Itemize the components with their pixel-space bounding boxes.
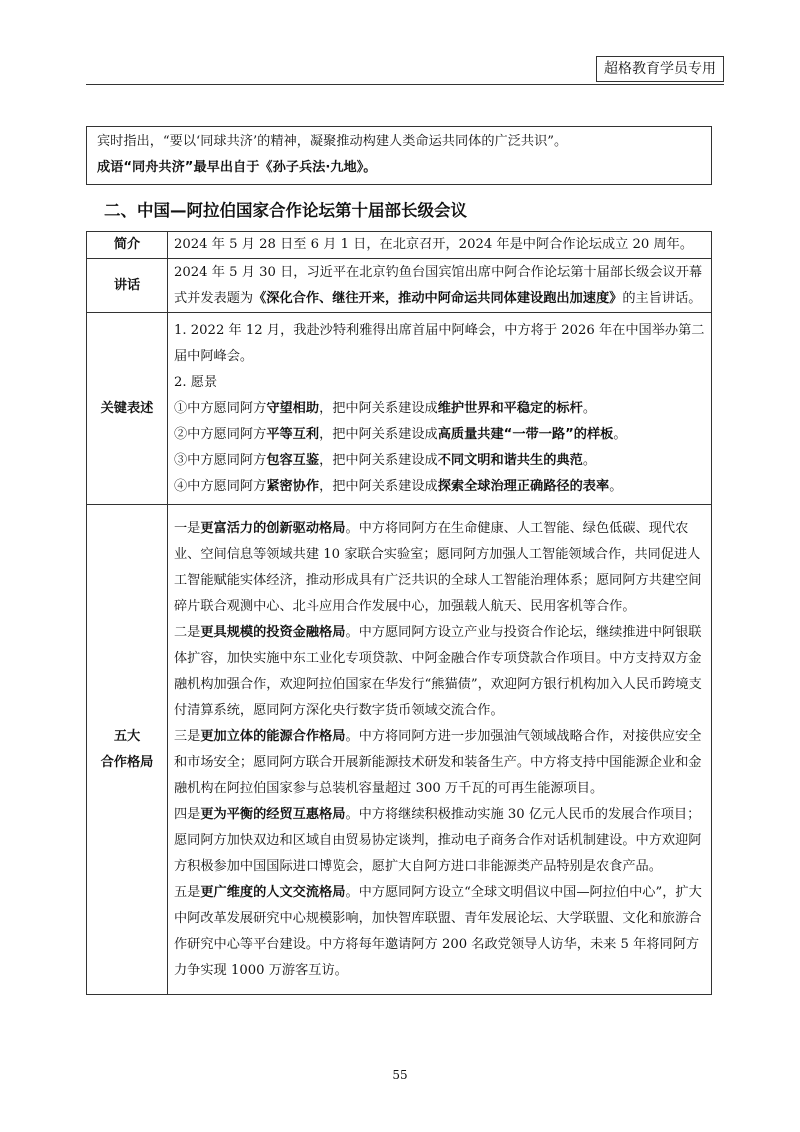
section-title: 二、中国—阿拉伯国家合作论坛第十届部长级会议 — [104, 201, 467, 220]
page-number: 55 — [392, 1068, 408, 1082]
pattern-5: 五是更广维度的人文交流格局。中方愿同阿方设立“全球文明倡议中国—阿拉伯中心”，扩大中阿改革发展研究中心规模影响，加快智库联盟、青年发展论坛、大学联盟、文化和旅游合作研究中心等平台建设。中方将每年邀请阿方 200 名政党领导人访华，未来 5 年将同阿方力争实现 1000 万游客互访。 — [174, 884, 702, 978]
table-row-five — [87, 505, 712, 995]
speech-text-c: 的主旨讲话。 — [622, 290, 702, 306]
intro-label: 简介 — [87, 232, 168, 259]
five-label — [87, 505, 168, 995]
top-box-line-2: 成语“同舟共济”最早出自于《孙子兵法·九地》。 — [97, 160, 377, 175]
vision-4: ④中方愿同阿方紧密协作，把中阿关系建设成探索全球治理正确路径的表率。 — [174, 478, 623, 494]
table-row-intro — [87, 232, 712, 259]
speech-title: 《深化合作、继往开来，推动中阿命运共同体建设跑出加速度》 — [253, 290, 623, 306]
vision-2: ②中方愿同阿方平等互利，把中阿关系建设成高质量共建“一带一路”的样板。 — [174, 426, 627, 442]
vision-3: ③中方愿同阿方包容互鉴，把中阿关系建设成不同文明和谐共生的典范。 — [174, 452, 596, 468]
pattern-2: 二是更具规模的投资金融格局。中方愿同阿方设立产业与投资合作论坛，继续推进中阿银联体扩容，加快实施中东工业化专项贷款、中阿金融合作专项贷款合作项目。中方支持双方金融机构加强合作，欢迎阿拉伯国家在华发行“熊猫债”，欢迎阿方银行机构加入人民币跨境支付清算系统，愿同阿方深化央行数字货币领域交流合作。 — [174, 624, 702, 718]
top-box-line-1: 宾时指出，“要以‘同球共济’的精神，凝聚推动构建人类命运共同体的广泛共识”。 — [97, 134, 568, 149]
table-row-key — [87, 313, 712, 505]
vision-1: ①中方愿同阿方守望相助，把中阿关系建设成维护世界和平稳定的标杆。 — [174, 400, 596, 416]
five-label-line-2: 合作格局 — [100, 754, 154, 770]
key-label: 关键表述 — [87, 313, 168, 505]
intro-text: 2024 年 5 月 28 日至 6 月 1 日，在北京召开，2024 年是中阿合作论坛成立 20 周年。 — [168, 232, 712, 259]
table-row-speech — [87, 259, 712, 313]
five-content — [168, 505, 712, 995]
header-rule — [86, 84, 724, 85]
pattern-4: 四是更为平衡的经贸互惠格局。中方将继续积极推动实施 30 亿元人民币的发展合作项目；愿同阿方加快双边和区域自由贸易协定谈判，推动电子商务合作对话机制建设。中方欢迎阿方积极参加中国国际进口博览会，愿扩大自阿方进口非能源类产品特别是农食产品。 — [174, 806, 702, 874]
meeting-table — [86, 231, 712, 995]
top-box — [86, 126, 712, 185]
five-label-line-1: 五大 — [113, 728, 141, 744]
header-tag: 超格教育学员专用 — [596, 56, 724, 82]
key-point-2: 2. 愿景 — [174, 374, 218, 390]
speech-text-a: 2024 年 5 月 30 日，习近平在北京钓鱼台国宾馆出席中阿合作论坛第十届部长级会议开幕式并发表题为 — [174, 264, 703, 306]
key-point-1: 1. 2022 年 12 月，我赴沙特利雅得出席首届中阿峰会，中方将于 2026 年在中国举办第二届中阿峰会。 — [174, 322, 705, 364]
speech-label: 讲话 — [87, 259, 168, 313]
pattern-1: 一是更富活力的创新驱动格局。中方将同阿方在生命健康、人工智能、绿色低碳、现代农业、空间信息等领域共建 10 家联合实验室；愿同阿方加强人工智能领域合作，共同促进人工智能赋能实体经济，推动形成具有广泛共识的全球人工智能治理体系；愿同阿方共建空间碎片联合观测中心、北斗应用合作发展中心，加强载人航天、民用客机等合作。 — [174, 520, 702, 614]
speech-text — [168, 259, 712, 313]
key-content — [168, 313, 712, 505]
pattern-3: 三是更加立体的能源合作格局。中方将同阿方进一步加强油气领域战略合作，对接供应安全和市场安全；愿同阿方联合开展新能源技术研发和装备生产。中方将支持中国能源企业和金融机构在阿拉伯国家参与总装机容量超过 300 万千瓦的可再生能源项目。 — [174, 728, 702, 796]
